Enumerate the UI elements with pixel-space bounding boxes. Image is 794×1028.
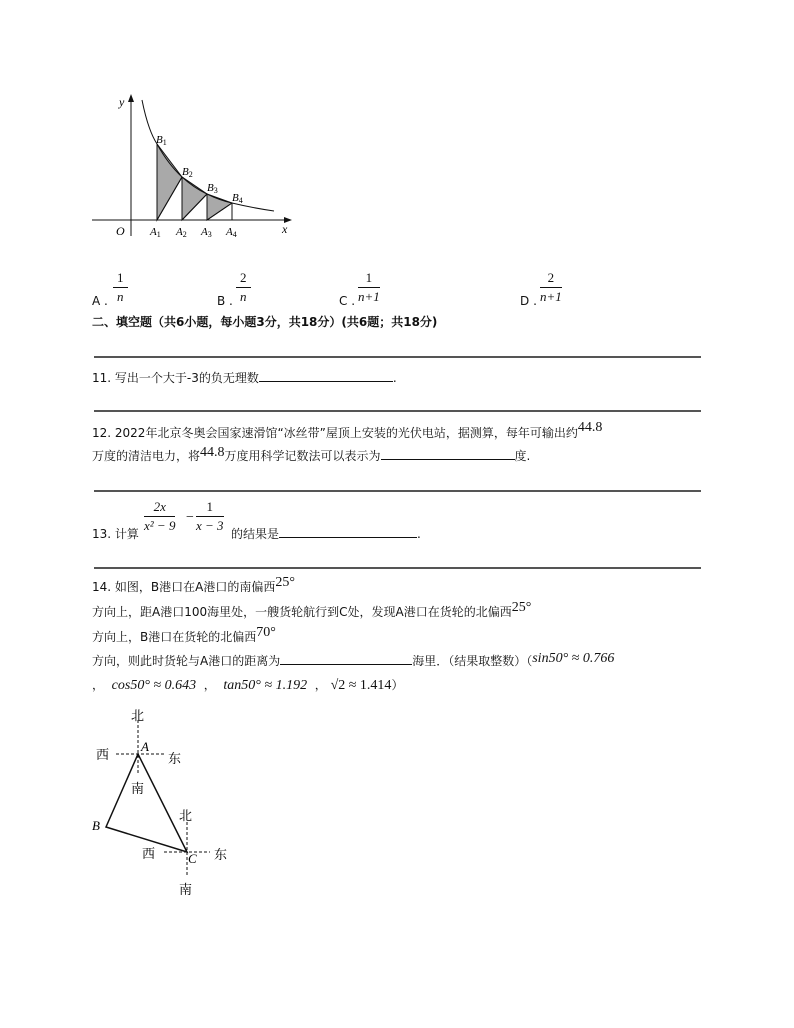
question-14-line-4: 方向，则此时货轮与A港口的距离为 海里．（结果取整数）（sin50° ≈ 0.766 xyxy=(92,651,615,668)
question-13-suffix: 的结果是 . xyxy=(231,527,421,541)
divider xyxy=(94,410,701,412)
section-heading: 二、填空题（共6小题，每小题3分，共18分）(共6题；共18分) xyxy=(92,315,438,329)
point-b-label: B xyxy=(92,818,100,833)
y-label: y xyxy=(119,95,125,109)
b4-label: B4 xyxy=(232,192,243,205)
question-14-line-1: 14. 如图，B港口在A港口的南偏西25° xyxy=(92,575,295,594)
question-14-line-5: ， cos50° ≈ 0.643 ， tan50° ≈ 1.192 ， √2 ≈ 1.414） xyxy=(92,678,404,693)
divider xyxy=(94,356,701,358)
west-label-c: 西 xyxy=(142,846,156,861)
answer-blank-13[interactable] xyxy=(279,525,417,538)
north-label-c: 北 xyxy=(179,808,193,823)
question-11: 11. 写出一个大于-3的负无理数 . xyxy=(92,371,397,385)
option-d-letter[interactable]: D . xyxy=(520,294,537,308)
divider xyxy=(94,490,701,492)
option-d-fraction: 2 n+1 xyxy=(540,270,562,304)
a1-label: A1 xyxy=(150,226,161,239)
east-label-a: 东 xyxy=(168,751,182,766)
triangle-3 xyxy=(207,194,232,220)
option-b-fraction: 2 n xyxy=(236,270,251,305)
answer-blank-11[interactable] xyxy=(259,369,393,382)
origin-label: O xyxy=(116,224,125,238)
triangle-abc xyxy=(106,754,187,852)
port-diagram xyxy=(90,704,240,900)
south-label-c: 南 xyxy=(179,882,193,897)
a3-label: A3 xyxy=(201,226,212,239)
q13-fraction-1: 2x x² − 9 xyxy=(144,499,176,533)
option-b-letter[interactable]: B . xyxy=(217,294,233,308)
west-label-a: 西 xyxy=(96,747,110,762)
question-12-line-2: 万度的清洁电力，将44.8万度用科学记数法可以表示为 度. xyxy=(92,445,531,463)
triangle-1 xyxy=(157,144,182,220)
option-c-letter[interactable]: C . xyxy=(339,294,356,308)
question-14-line-3: 方向上，B港口在货轮的北偏西70° xyxy=(92,625,276,644)
question-12-line-1: 12. 2022年北京冬奥会国家速滑馆“冰丝带”屋顶上安装的光伏电站，据测算，每年可输出约44.8 xyxy=(92,420,603,440)
answer-blank-14[interactable] xyxy=(280,652,412,665)
x-label: x xyxy=(282,222,288,236)
north-label-a: 北 xyxy=(131,708,145,723)
east-label-c: 东 xyxy=(214,847,228,862)
q13-fraction-2: 1 x − 3 xyxy=(196,499,224,533)
answer-blank-12[interactable] xyxy=(381,447,515,460)
option-a-letter[interactable]: A . xyxy=(92,294,108,308)
a4-label: A4 xyxy=(226,226,237,239)
b1-label: B1 xyxy=(156,134,167,147)
a2-label: A2 xyxy=(176,226,187,239)
hyperbola-graph xyxy=(88,90,298,240)
b3-label: B3 xyxy=(207,182,218,195)
option-c-fraction: 1 n+1 xyxy=(358,270,380,304)
question-13-prefix: 13. 计算 xyxy=(92,527,139,541)
question-14-line-2: 方向上，距A港口100海里处，一艘货轮航行到C处，发现A港口在货轮的北偏西25° xyxy=(92,600,532,619)
b2-label: B2 xyxy=(182,166,193,179)
option-a-fraction: 1 n xyxy=(113,270,128,305)
point-c-label: C xyxy=(188,851,197,866)
point-a-label: A xyxy=(141,739,149,754)
divider xyxy=(94,567,701,569)
south-label-a: 南 xyxy=(131,781,145,796)
